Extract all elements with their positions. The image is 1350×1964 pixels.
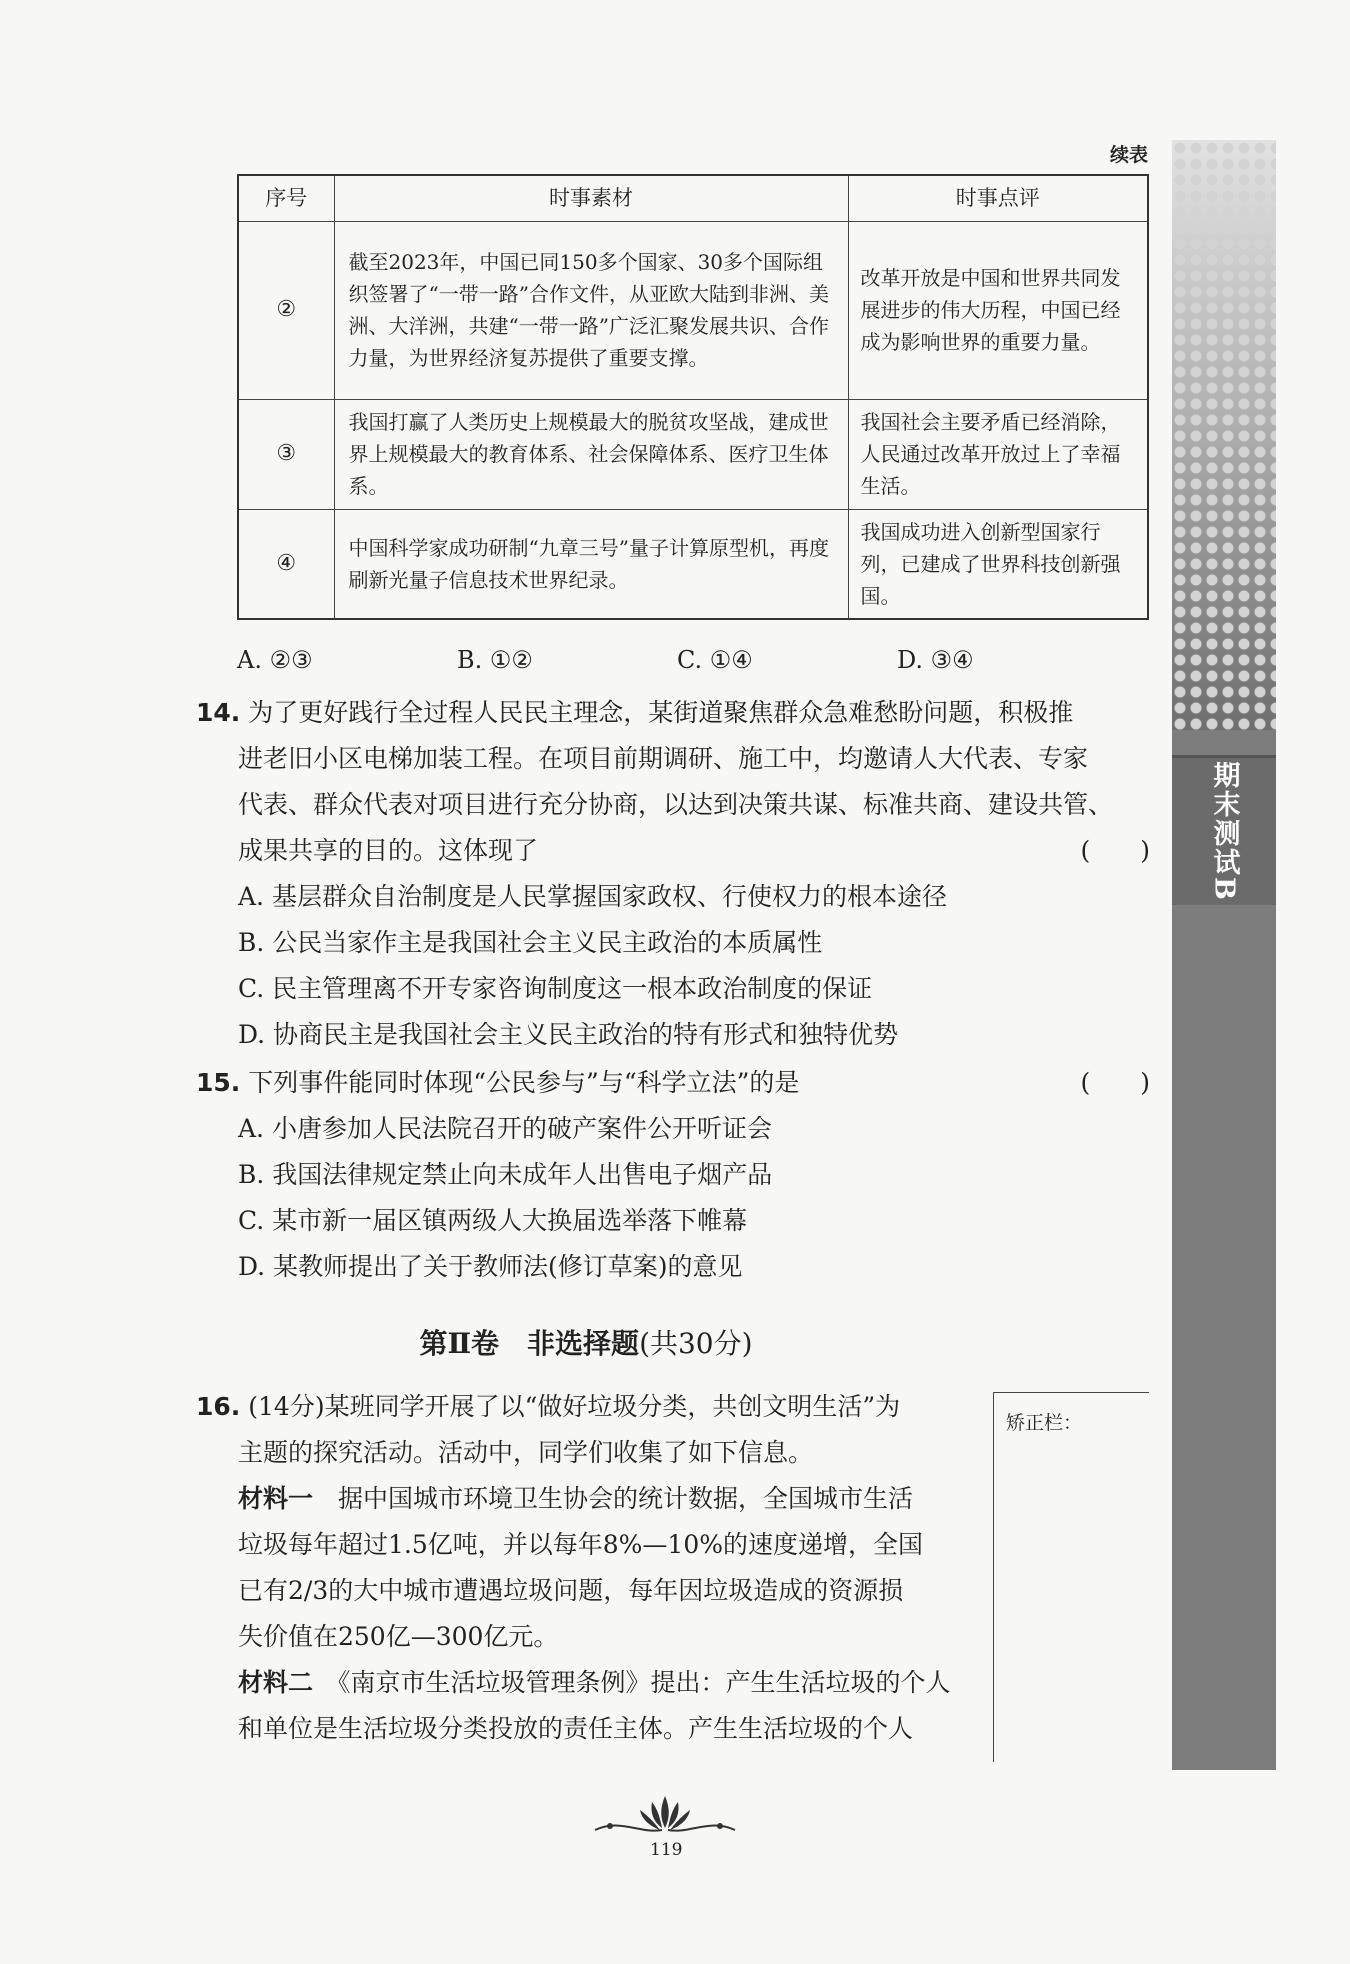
material-2-line2: 和单位是生活垃圾分类投放的责任主体。产生生活垃圾的个人 <box>238 1714 914 1743</box>
correction-box[interactable] <box>993 1392 1149 1762</box>
header-comment: 时事点评 <box>848 175 1148 221</box>
table-row <box>238 221 1148 399</box>
section-score: (共30分) <box>639 1327 753 1360</box>
row-comment: 改革开放是中国和世界共同发展进步的伟大历程，中国已经成为影响世界的重要力量。 <box>848 221 1148 399</box>
row-number: ④ <box>238 509 334 619</box>
q16-number: 16. <box>196 1392 241 1421</box>
row-number: ② <box>238 221 334 399</box>
q14-number: 14. <box>196 698 241 727</box>
table-row <box>238 509 1148 619</box>
header-material: 时事素材 <box>334 175 848 221</box>
q15-number: 15. <box>196 1068 241 1097</box>
q13-option-c[interactable]: C. ①④ <box>677 646 753 674</box>
table-header-row <box>238 175 1148 221</box>
question-15 <box>196 1060 1156 1290</box>
page-number: 119 <box>650 1840 683 1860</box>
q15-option-d[interactable]: D. 某教师提出了关于教师法(修订草案)的意见 <box>238 1252 743 1281</box>
q15-option-b[interactable]: B. 我国法律规定禁止向未成年人出售电子烟产品 <box>238 1160 773 1189</box>
q14-line3: 代表、群众代表对项目进行充分协商，以达到决策共谋、标准共商、建设共管、 <box>238 790 1114 819</box>
q14-line4: 成果共享的目的。这体现了 <box>238 836 539 865</box>
q13-options <box>237 646 1117 674</box>
material-1-line2: 垃圾每年超过1.5亿吨，并以每年8%—10%的速度递增，全国 <box>238 1530 923 1559</box>
side-tab <box>1172 755 1276 905</box>
q14-answer-bracket[interactable]: ( ) <box>1080 836 1150 865</box>
material-2-line1: 《南京市生活垃圾管理条例》提出：产生生活垃圾的个人 <box>313 1668 951 1697</box>
correction-label: 矫正栏： <box>1006 1412 1083 1434</box>
ornament-icon <box>590 1788 740 1838</box>
row-material: 我国打赢了人类历史上规模最大的脱贫攻坚战，建成世界上规模最大的教育体系、社会保障体系、医疗卫生体系。 <box>334 399 848 509</box>
row-number: ③ <box>238 399 334 509</box>
q14-option-a[interactable]: A. 基层群众自治制度是人民掌握国家政权、行使权力的根本途径 <box>238 882 947 911</box>
row-material: 中国科学家成功研制“九章三号”量子计算原型机，再度刷新光量子信息技术世界纪录。 <box>334 509 848 619</box>
q14-option-b[interactable]: B. 公民当家作主是我国社会主义民主政治的本质属性 <box>238 928 823 957</box>
row-material: 截至2023年，中国已同150多个国家、30多个国际组织签署了“一带一路”合作文件，从亚欧大陆到非洲、美洲、大洋洲，共建“一带一路”广泛汇聚发展共识、合作力量，为世界经济复苏提供了重要支撑。 <box>334 221 848 399</box>
q13-option-d[interactable]: D. ③④ <box>897 646 974 674</box>
material-2-label: 材料二 <box>238 1668 314 1697</box>
q16-line1: (14分)某班同学开展了以“做好垃圾分类，共创文明生活”为 <box>248 1392 901 1421</box>
section-title <box>0 1322 1172 1362</box>
events-table <box>237 174 1149 620</box>
material-1-line4: 失价值在250亿—300亿元。 <box>238 1622 559 1651</box>
material-1-line3: 已有2/3的大中城市遭遇垃圾问题，每年因垃圾造成的资源损 <box>238 1576 904 1605</box>
q15-answer-bracket[interactable]: ( ) <box>1080 1068 1150 1097</box>
material-1-label: 材料一 <box>238 1484 314 1513</box>
q14-line2: 进老旧小区电梯加装工程。在项目前期调研、施工中，均邀请人大代表、专家 <box>238 744 1089 773</box>
section-title-text: 第Ⅱ卷 非选择题 <box>419 1327 640 1360</box>
q15-option-c[interactable]: C. 某市新一届区镇两级人大换届选举落下帷幕 <box>238 1206 748 1235</box>
material-1-line1: 据中国城市环境卫生协会的统计数据，全国城市生活 <box>313 1484 914 1513</box>
question-16 <box>196 1384 976 1752</box>
q14-option-d[interactable]: D. 协商民主是我国社会主义民主政治的特有形式和独特优势 <box>238 1020 899 1049</box>
q14-line1: 为了更好践行全过程人民民主理念，某街道聚焦群众急难愁盼问题，积极推 <box>248 698 1074 727</box>
question-14 <box>196 690 1156 1058</box>
table-row <box>238 399 1148 509</box>
q16-line2: 主题的探究活动。活动中，同学们收集了如下信息。 <box>238 1438 814 1467</box>
q14-option-c[interactable]: C. 民主管理离不开专家咨询制度这一根本政治制度的保证 <box>238 974 873 1003</box>
header-number: 序号 <box>238 175 334 221</box>
row-comment: 我国成功进入创新型国家行列，已建成了世界科技创新强国。 <box>848 509 1148 619</box>
q15-text: 下列事件能同时体现“公民参与”与“科学立法”的是 <box>248 1068 800 1097</box>
row-comment: 我国社会主要矛盾已经消除，人民通过改革开放过上了幸福生活。 <box>848 399 1148 509</box>
side-dot-pattern <box>1172 140 1276 730</box>
side-tab-label: 期末测试B <box>1208 761 1240 902</box>
continue-label: 续表 <box>1110 144 1149 166</box>
q13-option-b[interactable]: B. ①② <box>457 646 533 674</box>
q15-option-a[interactable]: A. 小唐参加人民法院召开的破产案件公开听证会 <box>238 1114 772 1143</box>
q13-option-a[interactable]: A. ②③ <box>237 646 313 674</box>
